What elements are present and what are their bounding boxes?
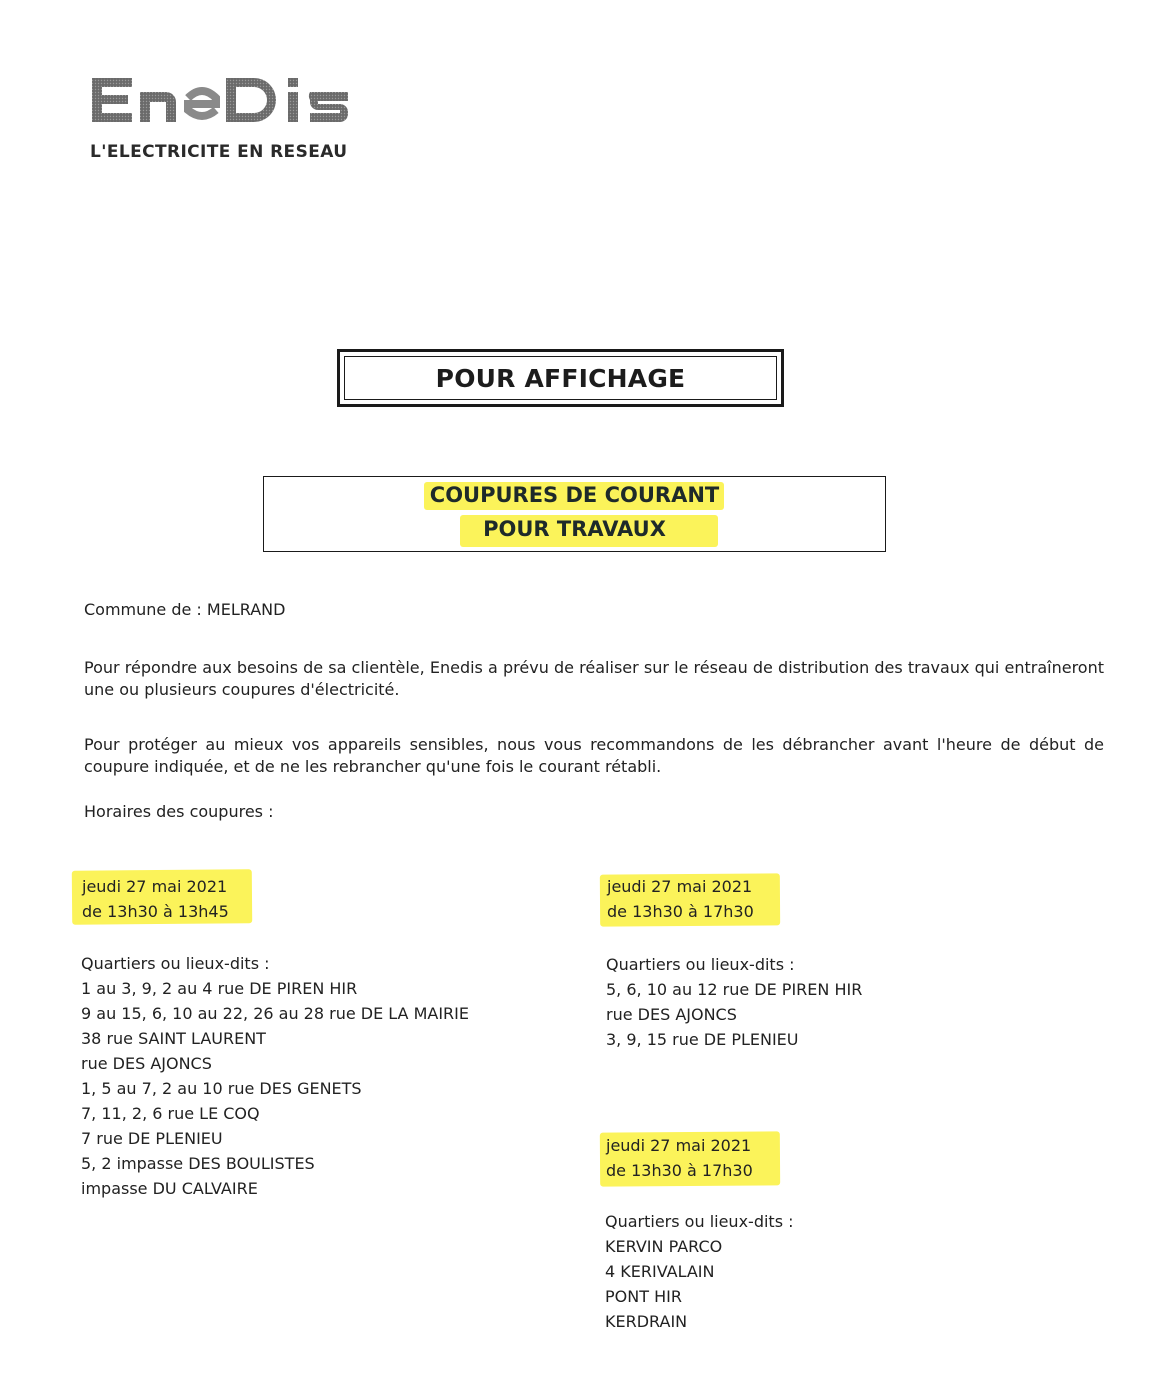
commune-line: Commune de : MELRAND — [84, 600, 286, 619]
outage-2-date: jeudi 27 mai 2021 — [607, 877, 753, 896]
outage-1-area: 7 rue DE PLENIEU — [81, 1129, 223, 1148]
outage-3-area: KERVIN PARCO — [605, 1237, 723, 1256]
enedis-logo — [88, 70, 368, 170]
outage-2-time: de 13h30 à 17h30 — [607, 902, 754, 921]
outage-2-area: rue DES AJONCS — [606, 1005, 737, 1024]
subject-box — [263, 476, 886, 552]
outage-1-area: impasse DU CALVAIRE — [81, 1179, 258, 1198]
outage-3-areas-label: Quartiers ou lieux-dits : — [605, 1212, 794, 1231]
outage-3-area: 4 KERIVALAIN — [605, 1262, 715, 1281]
outage-1-area: 5, 2 impasse DES BOULISTES — [81, 1154, 315, 1173]
logo-tagline: L'ELECTRICITE EN RESEAU — [90, 142, 348, 162]
advice-paragraph: Pour protéger au mieux vos appareils sensibles, nous vous recommandons de les débrancher avant l'heure de début de coupure indiquée, et de ne les rebrancher qu'une fois le courant rétabli. — [84, 735, 1104, 776]
outage-1-area: rue DES AJONCS — [81, 1054, 212, 1073]
subject-line-1: COUPURES DE COURANT — [429, 483, 720, 507]
schedule-heading: Horaires des coupures : — [84, 802, 274, 821]
outage-2-areas-label: Quartiers ou lieux-dits : — [606, 955, 795, 974]
outage-1-area: 38 rue SAINT LAURENT — [81, 1029, 266, 1048]
outage-1-areas-label: Quartiers ou lieux-dits : — [81, 954, 270, 973]
notice-title: POUR AFFICHAGE — [435, 363, 686, 393]
outage-1-area: 1, 5 au 7, 2 au 10 rue DES GENETS — [81, 1079, 362, 1098]
notice-title-box — [337, 349, 784, 407]
outage-2-area: 3, 9, 15 rue DE PLENIEU — [606, 1030, 799, 1049]
outage-1-time: de 13h30 à 13h45 — [82, 902, 229, 921]
outage-3-time: de 13h30 à 17h30 — [606, 1161, 753, 1180]
outage-3-area: PONT HIR — [605, 1287, 682, 1306]
outage-1-area: 9 au 15, 6, 10 au 22, 26 au 28 rue DE LA MAIRIE — [81, 1004, 469, 1023]
outage-1-area: 1 au 3, 9, 2 au 4 rue DE PIREN HIR — [81, 979, 358, 998]
enedis-wordmark-icon — [88, 70, 358, 132]
subject-line-2: POUR TRAVAUX — [483, 517, 666, 541]
outage-3-area: KERDRAIN — [605, 1312, 688, 1331]
outage-3-date: jeudi 27 mai 2021 — [606, 1136, 752, 1155]
outage-1-date: jeudi 27 mai 2021 — [82, 877, 228, 896]
outage-2-area: 5, 6, 10 au 12 rue DE PIREN HIR — [606, 980, 863, 999]
intro-paragraph: Pour répondre aux besoins de sa clientèle, Enedis a prévu de réaliser sur le réseau de distribution des travaux qui entraîneront une ou plusieurs coupures d'électricité. — [84, 658, 1104, 699]
outage-1-area: 7, 11, 2, 6 rue LE COQ — [81, 1104, 260, 1123]
